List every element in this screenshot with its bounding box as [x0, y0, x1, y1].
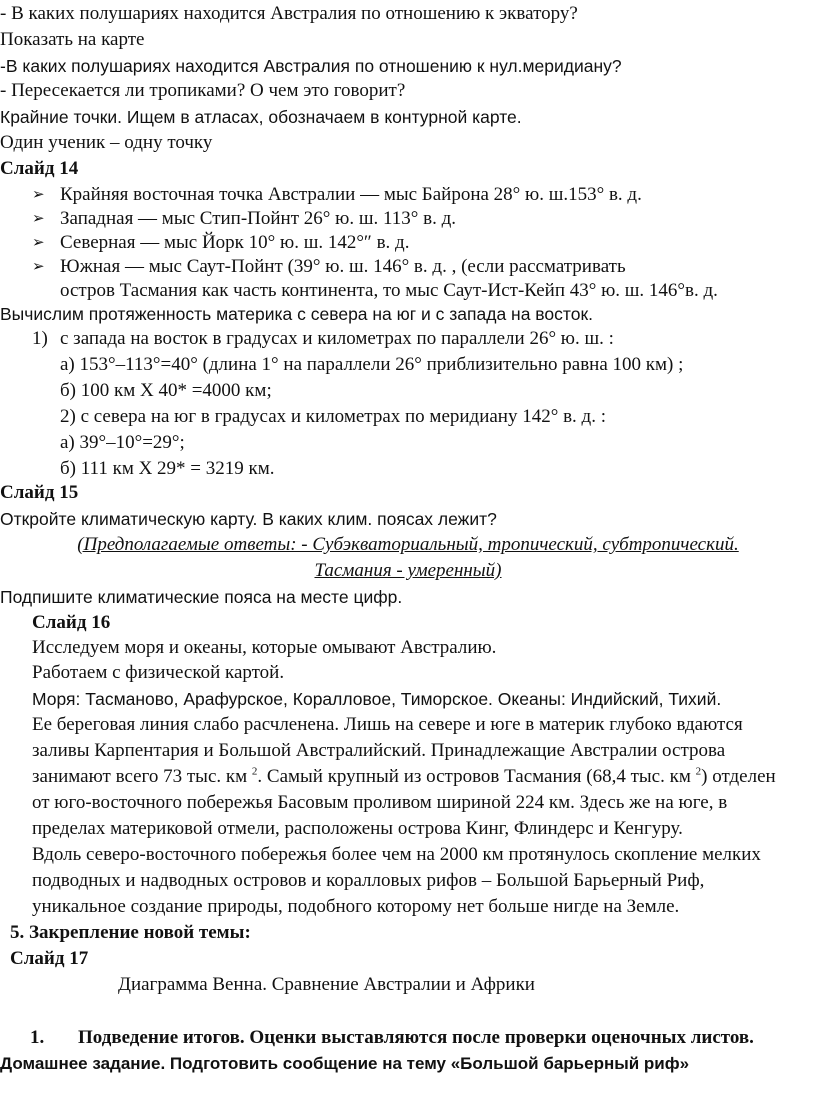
bullet-south-point-cont: остров Тасмания как часть континента, то мыс Саут-Ист-Кейп 43° ю. ш. 146°в. д.	[60, 280, 718, 301]
islands-area-text: занимают всего 73 тыс. км	[32, 766, 248, 787]
calc-a1: а) 153°–113°=40° (длина 1° на параллели 26° приблизительно равна 100 км) ;	[60, 354, 684, 375]
physical-map-task: Работаем с физической картой.	[32, 662, 285, 683]
question-meridian: -В каких полушариях находится Австралия по отношению к нул.меридиану?	[0, 56, 622, 76]
superscript: 2	[251, 765, 258, 778]
paragraph-line: уникальное создание природы, подобного которому нет больше нигде на Земле.	[32, 896, 680, 917]
paragraph-line: от юго-восточного побережья Басовым проливом шириной 224 км. Здесь же на юге, в	[32, 792, 728, 813]
calc-b2: б) 111 км Х 29* = 3219 км.	[60, 458, 275, 479]
paragraph-line: Вдоль северо-восточного побережья более чем на 2000 км протянулось скопление мелких	[32, 844, 761, 865]
bullet-arrow-icon: ➢	[32, 211, 45, 227]
list-num-summary: 1.	[30, 1027, 45, 1048]
one-student-one-point: Один ученик – одну точку	[0, 132, 213, 153]
tasmania-text: . Самый крупный из островов Тасмания (68,4 тыс. км	[257, 766, 691, 787]
paragraph-line: заливы Карпентария и Большой Австралийский. Принадлежащие Австралии острова	[32, 740, 726, 761]
calc-extent: Вычислим протяженность материка с севера на юг и с запада на восток.	[0, 304, 593, 324]
paragraph-line: пределах материковой отмели, расположены острова Кинг, Флиндерс и Кенгуру.	[32, 818, 683, 839]
superscript: 2	[695, 765, 702, 778]
slide-14-heading: Слайд 14	[0, 158, 79, 179]
slide-15-heading: Слайд 15	[0, 482, 79, 503]
expected-answers-tasmania: Тасмания - умеренный)	[314, 560, 502, 581]
slide-16-heading: Слайд 16	[32, 612, 111, 633]
calc-b1: б) 100 км Х 40* =4000 км;	[60, 380, 272, 401]
expected-answers: (Предполагаемые ответы: - Субэкваториальный, тропический, субтропический.	[77, 534, 739, 555]
north-south-calc: 2) с севера на юг в градусах и километрах по меридиану 142° в. д. :	[60, 406, 606, 427]
venn-diagram-line: Диаграмма Венна. Сравнение Австралии и Африки	[118, 974, 535, 995]
paragraph-line-islands	[32, 765, 776, 789]
paragraph-line: подводных и надводных островов и коралловых рифов – Большой Барьерный Риф,	[32, 870, 705, 891]
separated-text: ) отделен	[701, 766, 776, 787]
question-equator: - В каких полушариях находится Австралия по отношению к экватору?	[0, 3, 578, 24]
sign-climate-belts: Подпишите климатические пояса на месте цифр.	[0, 587, 403, 607]
climate-map-task: Откройте климатическую карту. В каких клим. поясах лежит?	[0, 509, 497, 529]
bullet-east-point: Крайняя восточная точка Австралии — мыс Байрона 28° ю. ш.153° в. д.	[60, 184, 642, 205]
question-tropics: - Пересекается ли тропиками? О чем это говорит?	[0, 80, 406, 101]
west-east-calc: с запада на восток в градусах и километрах по параллели 26° ю. ш. :	[60, 328, 614, 349]
extreme-points-task: Крайние точки. Ищем в атласах, обозначаем в контурной карте.	[0, 107, 522, 127]
bullet-west-point: Западная — мыс Стип-Пойнт 26° ю. ш. 113° в. д.	[60, 208, 456, 229]
homework-line: Домашнее задание. Подготовить сообщение на тему «Большой барьерный риф»	[0, 1054, 690, 1073]
summary-line: Подведение итогов. Оценки выставляются после проверки оценочных листов.	[78, 1027, 754, 1048]
show-on-map: Показать на карте	[0, 29, 145, 50]
section-5-heading: 5. Закрепление новой темы:	[10, 922, 251, 943]
bullet-arrow-icon: ➢	[32, 235, 45, 251]
seas-list: Моря: Тасманово, Арафурское, Коралловое, Тиморское. Океаны: Индийский, Тихий.	[32, 689, 722, 709]
seas-oceans-task: Исследуем моря и океаны, которые омывают Австралию.	[32, 637, 497, 658]
bullet-arrow-icon: ➢	[32, 259, 45, 275]
list-num-1: 1)	[32, 328, 48, 349]
bullet-south-point: Южная — мыс Саут-Пойнт (39° ю. ш. 146° в. д. , (если рассматривать	[60, 256, 626, 277]
calc-a2: а) 39°–10°=29°;	[60, 432, 185, 453]
bullet-arrow-icon: ➢	[32, 187, 45, 203]
bullet-north-point: Северная — мыс Йорк 10° ю. ш. 142°″ в. д.	[60, 232, 410, 253]
slide-17-heading: Слайд 17	[10, 948, 89, 969]
paragraph-line: Ее береговая линия слабо расчленена. Лишь на севере и юге в материк глубоко вдаются	[32, 714, 743, 735]
